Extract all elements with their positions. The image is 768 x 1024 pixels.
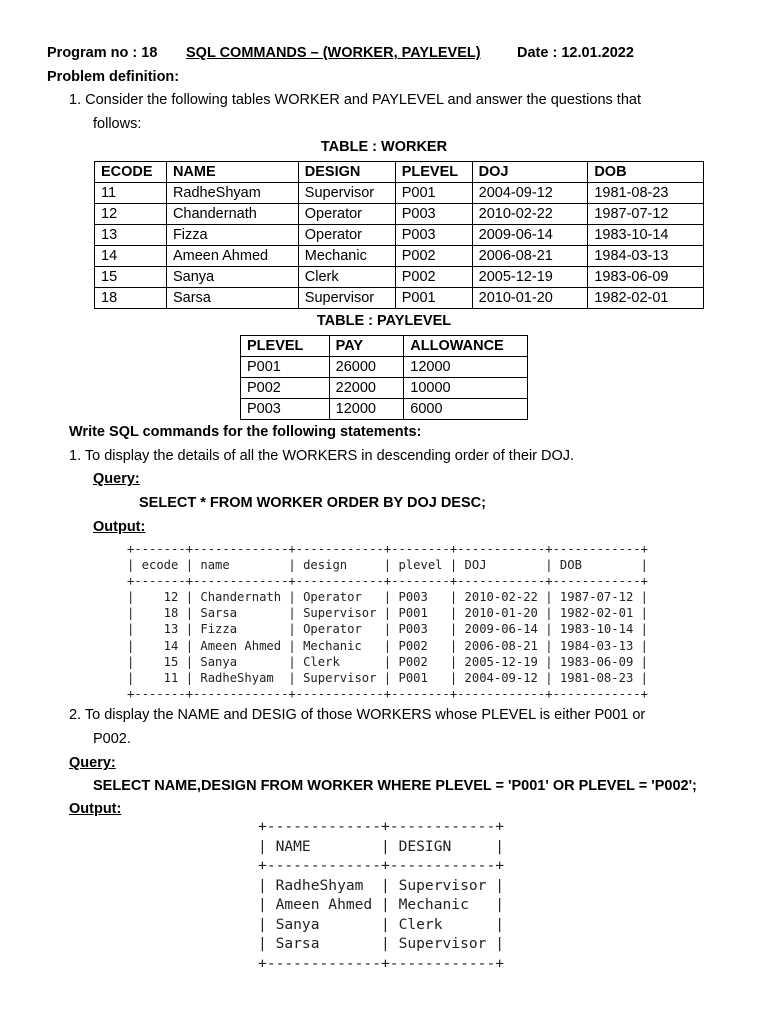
table-cell: 2004-09-12 — [472, 183, 588, 204]
table-cell: 12000 — [329, 399, 404, 420]
column-header: NAME — [166, 162, 298, 183]
column-header: ALLOWANCE — [404, 336, 528, 357]
table-cell: 1987-07-12 — [588, 204, 704, 225]
column-header: ECODE — [95, 162, 167, 183]
table-cell: Operator — [298, 225, 395, 246]
q1-text: 1. To display the details of all the WORKERS in descending order of their DOJ. — [69, 448, 575, 464]
table-cell: P003 — [395, 204, 472, 225]
q2-line-2: P002. — [93, 731, 131, 747]
table-cell: 18 — [95, 288, 167, 309]
table-cell: 1983-06-09 — [588, 267, 704, 288]
q1-output-label: Output: — [93, 519, 146, 535]
table-cell: 14 — [95, 246, 167, 267]
table-cell: 2010-01-20 — [472, 288, 588, 309]
table-cell: Sanya — [166, 267, 298, 288]
worker-table-row — [95, 267, 704, 288]
problem-heading: Problem definition: — [47, 69, 180, 85]
table-cell: 26000 — [329, 357, 404, 378]
paylevel-table-caption: TABLE : PAYLEVEL — [316, 313, 452, 329]
q1-output-table: +-------+-------------+------------+--------+------------+------------+ | ecode | name | design | plevel | DOJ | DOB | +-------+-------------+------------+--------+------------+------------+ | 12 | Chandernath | Operator | P003 | 2010-02-22 | 1987-07-12 | | 18 | Sarsa | Supervisor | P001 | 2010-01-20 | 1982-02-01 | | 13 | Fizza | Operator | P003 | 2009-06-14 | 1983-10-14 | | 14 | Ameen Ahmed | Mechanic | P002 | 2006-08-21 | 1984-03-13 | | 15 | Sanya | Clerk | P002 | 2005-12-19 | 1983-06-09 | | 11 | RadheShyam | Supervisor | P001 | 2004-09-12 | 1981-08-23 | +-------+-------------+------------+--------+------------+------------+ — [127, 542, 648, 701]
table-cell: P001 — [395, 183, 472, 204]
paylevel-table-row — [241, 357, 528, 378]
table-cell: RadheShyam — [166, 183, 298, 204]
table-cell: P002 — [395, 267, 472, 288]
table-cell: P001 — [241, 357, 330, 378]
table-cell: 12 — [95, 204, 167, 225]
paylevel-table — [240, 335, 528, 420]
table-cell: Fizza — [166, 225, 298, 246]
table-cell: 1983-10-14 — [588, 225, 704, 246]
q2-query-label: Query: — [69, 755, 116, 771]
worker-table-row — [95, 183, 704, 204]
program-title: SQL COMMANDS – (WORKER, PAYLEVEL) — [186, 45, 481, 61]
intro-line-2: follows: — [93, 116, 142, 132]
paylevel-table-row — [241, 378, 528, 399]
q2-line-1: 2. To display the NAME and DESIG of those WORKERS whose PLEVEL is either P001 or — [69, 707, 646, 723]
worker-table-row — [95, 246, 704, 267]
table-cell: 10000 — [404, 378, 528, 399]
write-heading: Write SQL commands for the following statements: — [69, 424, 422, 440]
table-cell: 1982-02-01 — [588, 288, 704, 309]
worker-table-row — [95, 225, 704, 246]
table-cell: 1981-08-23 — [588, 183, 704, 204]
table-cell: P003 — [241, 399, 330, 420]
table-cell: P002 — [241, 378, 330, 399]
table-cell: Mechanic — [298, 246, 395, 267]
table-cell: 2005-12-19 — [472, 267, 588, 288]
table-cell: 15 — [95, 267, 167, 288]
column-header: PLEVEL — [241, 336, 330, 357]
table-cell: Chandernath — [166, 204, 298, 225]
table-cell: Clerk — [298, 267, 395, 288]
table-cell: 13 — [95, 225, 167, 246]
table-cell: 12000 — [404, 357, 528, 378]
table-cell: 11 — [95, 183, 167, 204]
column-header: DESIGN — [298, 162, 395, 183]
q1-query: SELECT * FROM WORKER ORDER BY DOJ DESC; — [139, 495, 486, 511]
table-cell: P002 — [395, 246, 472, 267]
table-cell: Operator — [298, 204, 395, 225]
table-cell: 1984-03-13 — [588, 246, 704, 267]
q2-output-table: +-------------+------------+ | NAME | DESIGN | +-------------+------------+ | RadheShyam | Supervisor | | Ameen Ahmed | Mechanic | | Sanya | Clerk | | Sarsa | Supervisor | +-------------+------------+ — [258, 818, 505, 972]
table-cell: 22000 — [329, 378, 404, 399]
worker-table-caption: TABLE : WORKER — [320, 139, 448, 155]
column-header: PAY — [329, 336, 404, 357]
table-cell: Supervisor — [298, 183, 395, 204]
table-cell: 2006-08-21 — [472, 246, 588, 267]
worker-table-row — [95, 288, 704, 309]
table-cell: 6000 — [404, 399, 528, 420]
table-cell: Sarsa — [166, 288, 298, 309]
table-cell: P003 — [395, 225, 472, 246]
table-cell: Supervisor — [298, 288, 395, 309]
q1-query-label: Query: — [93, 471, 140, 487]
table-cell: P001 — [395, 288, 472, 309]
paylevel-table-row — [241, 399, 528, 420]
worker-table-row — [95, 204, 704, 225]
q2-query: SELECT NAME,DESIGN FROM WORKER WHERE PLEVEL = 'P001' OR PLEVEL = 'P002'; — [93, 778, 697, 794]
column-header: PLEVEL — [395, 162, 472, 183]
program-date: Date : 12.01.2022 — [517, 45, 634, 61]
paylevel-table-header-row — [241, 336, 528, 357]
worker-table-header-row — [95, 162, 704, 183]
table-cell: 2009-06-14 — [472, 225, 588, 246]
program-number: Program no : 18 — [47, 45, 158, 61]
column-header: DOB — [588, 162, 704, 183]
worker-table — [94, 161, 704, 309]
table-cell: 2010-02-22 — [472, 204, 588, 225]
q2-output-label: Output: — [69, 801, 122, 817]
table-cell: Ameen Ahmed — [166, 246, 298, 267]
intro-line-1: 1. Consider the following tables WORKER and PAYLEVEL and answer the questions that — [69, 92, 641, 108]
column-header: DOJ — [472, 162, 588, 183]
